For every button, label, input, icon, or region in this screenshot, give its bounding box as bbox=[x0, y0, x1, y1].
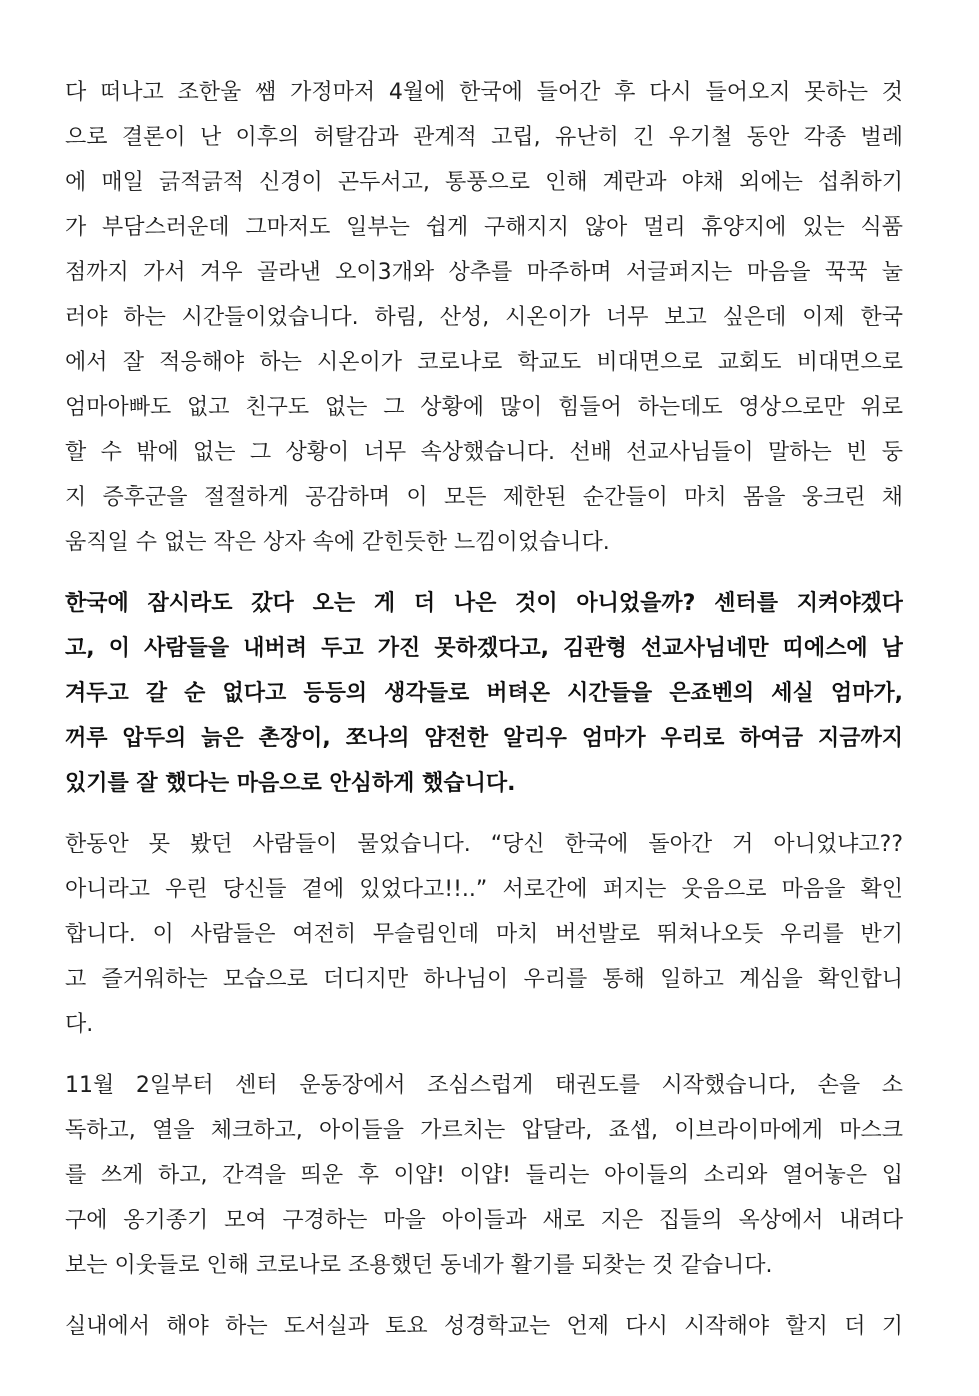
paragraph-line: 겨두고 갈 순 없다고 등등의 생각들로 버텨온 시간들을 은죠벤의 세실 엄마가, bbox=[65, 681, 903, 706]
paragraph-line: 합니다. 이 사람들은 여전히 무슬림인데 마치 버선발로 뛰쳐나오듯 우리를 반기 bbox=[65, 922, 903, 947]
paragraph-line: 있기를 잘 했다는 마음으로 안심하게 했습니다. bbox=[65, 771, 516, 796]
paragraph-line: 다 떠나고 조한울 쌤 가정마저 4월에 한국에 들어간 후 다시 들어오지 못하는 것 bbox=[65, 80, 903, 105]
paragraph-line: 에 매일 긁적긁적 신경이 곤두서고, 통풍으로 인해 계란과 야채 외에는 섭취하기 bbox=[65, 170, 903, 195]
paragraph-line: 가 부담스러운데 그마저도 일부는 쉽게 구해지지 않아 멀리 휴양지에 있는 식품 bbox=[65, 215, 903, 240]
paragraph-line: 11월 2일부터 센터 운동장에서 조심스럽게 태권도를 시작했습니다, 손을 소 bbox=[65, 1073, 903, 1098]
paragraph-line: 아니라고 우린 당신들 곁에 있었다고!!..” 서로간에 퍼지는 웃음으로 마음을 확인 bbox=[65, 877, 903, 902]
paragraph-line: 할 수 밖에 없는 그 상황이 너무 속상했습니다. 선배 선교사님들이 말하는 빈 둥 bbox=[65, 440, 903, 465]
paragraph-line: 으로 결론이 난 이후의 허탈감과 관계적 고립, 유난히 긴 우기철 동안 각종 벌레 bbox=[65, 125, 903, 150]
paragraph-line: 움직일 수 없는 작은 상자 속에 갇힌듯한 느낌이었습니다. bbox=[65, 530, 610, 555]
paragraph-line: 러야 하는 시간들이었습니다. 하림, 산성, 시온이가 너무 보고 싶은데 이제 한국 bbox=[65, 305, 903, 330]
paragraph-line: 한동안 못 봤던 사람들이 물었습니다. “당신 한국에 돌아간 거 아니었냐고?? bbox=[65, 832, 903, 857]
paragraph-line: 다. bbox=[65, 1012, 94, 1037]
paragraph-line: 실내에서 해야 하는 도서실과 토요 성경학교는 언제 다시 시작해야 할지 더 기 bbox=[65, 1314, 903, 1339]
paragraph-line: 보는 이웃들로 인해 코로나로 조용했던 동네가 활기를 되찾는 것 같습니다. bbox=[65, 1253, 773, 1278]
paragraph-line: 에서 잘 적응해야 하는 시온이가 코로나로 학교도 비대면으로 교회도 비대면으로 bbox=[65, 350, 903, 375]
paragraph-line: 꺼루 압두의 늙은 촌장이, 쪼나의 얌전한 알리우 엄마가 우리로 하여금 지금까지 bbox=[65, 726, 903, 751]
paragraph-line: 고, 이 사람들을 내버려 두고 가진 못하겠다고, 김관형 선교사님네만 띠에스에 남 bbox=[65, 636, 903, 661]
paragraph-line: 엄마아빠도 없고 친구도 없는 그 상황에 많이 힘들어 하는데도 영상으로만 위로 bbox=[65, 395, 903, 420]
paragraph-line: 독하고, 열을 체크하고, 아이들을 가르치는 압달라, 죠셉, 이브라이마에게 마스크 bbox=[65, 1118, 903, 1143]
paragraph-line: 한국에 잠시라도 갔다 오는 게 더 나은 것이 아니었을까? 센터를 지켜야겠다 bbox=[65, 591, 903, 616]
paragraph-line: 구에 옹기종기 모여 구경하는 마을 아이들과 새로 지은 집들의 옥상에서 내려다 bbox=[65, 1208, 903, 1233]
paragraph-line: 점까지 가서 겨우 골라낸 오이3개와 상추를 마주하며 서글퍼지는 마음을 꾹꾹 눌 bbox=[65, 260, 903, 285]
paragraph-line: 지 증후군을 절절하게 공감하며 이 모든 제한된 순간들이 마치 몸을 웅크린 채 bbox=[65, 485, 903, 510]
paragraph-line: 를 쓰게 하고, 간격을 띄운 후 이얍! 이얍! 들리는 아이들의 소리와 열어놓은 입 bbox=[65, 1163, 903, 1188]
paragraph-line: 고 즐거워하는 모습으로 더디지만 하나님이 우리를 통해 일하고 계심을 확인합니 bbox=[65, 967, 903, 992]
